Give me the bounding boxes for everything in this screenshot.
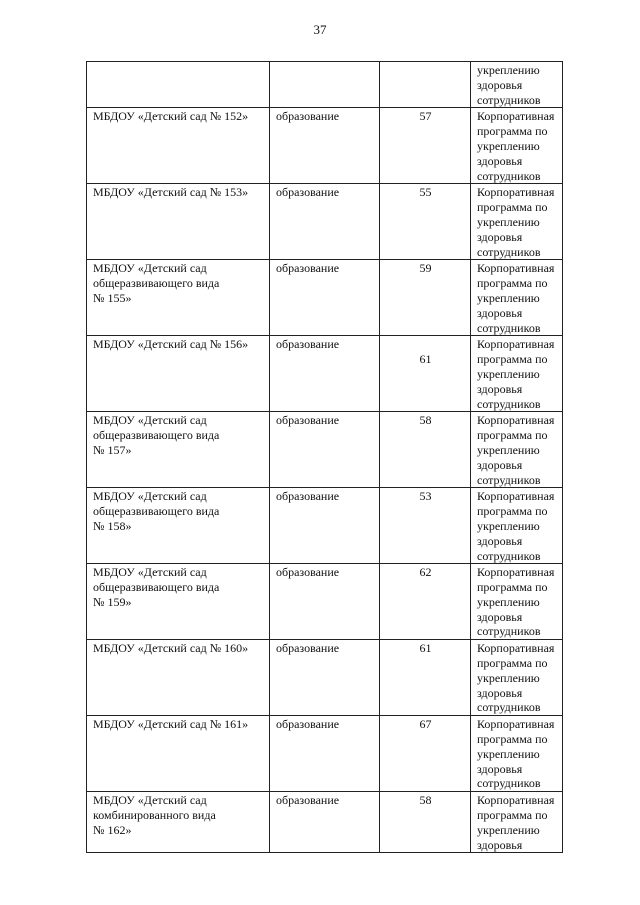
program-line: программа по <box>477 124 548 139</box>
program-line: сотрудников <box>477 700 541 715</box>
cell-name <box>87 412 270 488</box>
cell-sector: образование <box>270 792 380 853</box>
program-line: здоровья <box>477 609 523 624</box>
program-line: сотрудников <box>477 624 541 639</box>
program-line: Корпоративная <box>477 413 555 428</box>
program-line: Корпоративная <box>477 717 555 732</box>
cell-count: 67 <box>380 716 471 792</box>
cell-sector <box>270 62 380 108</box>
cell-program <box>471 336 563 412</box>
cell-sector: образование <box>270 184 380 260</box>
program-line: укреплению <box>477 214 540 229</box>
cell-sector: образование <box>270 640 380 716</box>
cell-sector: образование <box>270 564 380 640</box>
cell-program <box>471 184 563 260</box>
program-line: здоровья <box>477 77 523 92</box>
cell-name <box>87 108 270 184</box>
program-line: Корпоративная <box>477 565 555 580</box>
cell-name <box>87 640 270 716</box>
program-line: сотрудников <box>477 472 541 487</box>
cell-program <box>471 716 563 792</box>
organizations-table <box>86 61 563 853</box>
cell-count: 53 <box>380 488 471 564</box>
program-line: сотрудников <box>477 776 541 791</box>
cell-name <box>87 488 270 564</box>
program-line: укреплению <box>477 366 540 381</box>
cell-count: 59 <box>380 260 471 336</box>
program-line: укреплению <box>477 63 540 77</box>
cell-name <box>87 564 270 640</box>
program-line: сотрудников <box>477 92 541 107</box>
cell-sector: образование <box>270 716 380 792</box>
page-number: 37 <box>313 22 327 37</box>
name-line: № 155» <box>93 290 132 305</box>
program-line: укреплению <box>477 670 540 685</box>
program-line: сотрудников <box>477 396 541 411</box>
cell-program <box>471 640 563 716</box>
program-line: программа по <box>477 732 548 747</box>
name-line: МБДОУ «Детский сад <box>93 261 207 276</box>
cell-program <box>471 62 563 108</box>
cell-program <box>471 412 563 488</box>
program-line: здоровья <box>477 457 523 472</box>
name-line: № 158» <box>93 518 132 533</box>
name-line: общеразвивающего вида <box>93 428 220 443</box>
name-line: общеразвивающего вида <box>93 580 220 595</box>
table-row <box>87 184 563 260</box>
cell-sector: образование <box>270 260 380 336</box>
program-line: здоровья <box>477 533 523 548</box>
cell-name <box>87 62 270 108</box>
cell-name <box>87 716 270 792</box>
name-line: МБДОУ «Детский сад <box>93 793 207 808</box>
program-line: Корпоративная <box>477 261 555 276</box>
name-line: МБДОУ «Детский сад <box>93 489 207 504</box>
table-row <box>87 640 563 716</box>
name-line: МБДОУ «Детский сад <box>93 565 207 580</box>
program-line: Корпоративная <box>477 337 555 352</box>
name-line: № 162» <box>93 822 132 837</box>
cell-sector: образование <box>270 412 380 488</box>
program-line: программа по <box>477 352 548 367</box>
program-line: укреплению <box>477 138 540 153</box>
cell-name <box>87 336 270 412</box>
program-line: Корпоративная <box>477 641 555 656</box>
program-line: программа по <box>477 504 548 519</box>
program-line: укреплению <box>477 442 540 457</box>
program-line: укреплению <box>477 822 540 837</box>
cell-program <box>471 108 563 184</box>
table-row <box>87 716 563 792</box>
name-line: № 157» <box>93 442 132 457</box>
program-line: Корпоративная <box>477 109 555 124</box>
cell-sector: образование <box>270 488 380 564</box>
table-row <box>87 488 563 564</box>
cell-count: 57 <box>380 108 471 184</box>
program-line: программа по <box>477 808 548 823</box>
program-line: укреплению <box>477 290 540 305</box>
cell-count <box>380 336 471 412</box>
cell-sector: образование <box>270 336 380 412</box>
cell-name <box>87 260 270 336</box>
name-line: комбинированного вида <box>93 808 216 823</box>
name-line: МБДОУ «Детский сад № 153» <box>93 185 249 200</box>
name-line: МБДОУ «Детский сад <box>93 413 207 428</box>
program-line: программа по <box>477 580 548 595</box>
name-line: МБДОУ «Детский сад № 156» <box>93 337 249 352</box>
program-line: сотрудников <box>477 168 541 183</box>
program-line: укреплению <box>477 746 540 761</box>
program-line: здоровья <box>477 685 523 700</box>
table-row <box>87 260 563 336</box>
program-line: укреплению <box>477 594 540 609</box>
program-line: здоровья <box>477 761 523 776</box>
table-row <box>87 412 563 488</box>
program-line: здоровья <box>477 837 523 852</box>
name-line: № 159» <box>93 594 132 609</box>
cell-program <box>471 488 563 564</box>
cell-name <box>87 184 270 260</box>
program-line: здоровья <box>477 381 523 396</box>
cell-count: 58 <box>380 412 471 488</box>
program-line: Корпоративная <box>477 185 555 200</box>
cell-count: 58 <box>380 792 471 853</box>
program-line: укреплению <box>477 518 540 533</box>
program-line: Корпоративная <box>477 793 555 808</box>
table-row <box>87 792 563 853</box>
cell-sector: образование <box>270 108 380 184</box>
cell-program <box>471 564 563 640</box>
program-line: программа по <box>477 200 548 215</box>
program-line: сотрудников <box>477 548 541 563</box>
cell-count: 61 <box>380 640 471 716</box>
program-line: программа по <box>477 656 548 671</box>
count-value: 61 <box>419 352 432 367</box>
name-line: МБДОУ «Детский сад № 161» <box>93 717 249 732</box>
program-line: сотрудников <box>477 244 541 259</box>
program-line: сотрудников <box>477 320 541 335</box>
program-line: Корпоративная <box>477 489 555 504</box>
cell-program <box>471 260 563 336</box>
name-line: общеразвивающего вида <box>93 504 220 519</box>
program-line: здоровья <box>477 305 523 320</box>
program-line: программа по <box>477 276 548 291</box>
cell-program <box>471 792 563 853</box>
program-line: здоровья <box>477 229 523 244</box>
cell-count: 55 <box>380 184 471 260</box>
program-line: здоровья <box>477 153 523 168</box>
table-row <box>87 336 563 412</box>
cell-count <box>380 62 471 108</box>
name-line: общеразвивающего вида <box>93 276 220 291</box>
name-line: МБДОУ «Детский сад № 152» <box>93 109 249 124</box>
cell-name <box>87 792 270 853</box>
program-line: программа по <box>477 428 548 443</box>
name-line: МБДОУ «Детский сад № 160» <box>93 641 249 656</box>
table-row <box>87 108 563 184</box>
table-row <box>87 564 563 640</box>
table-row-continuation <box>87 62 563 108</box>
cell-count: 62 <box>380 564 471 640</box>
